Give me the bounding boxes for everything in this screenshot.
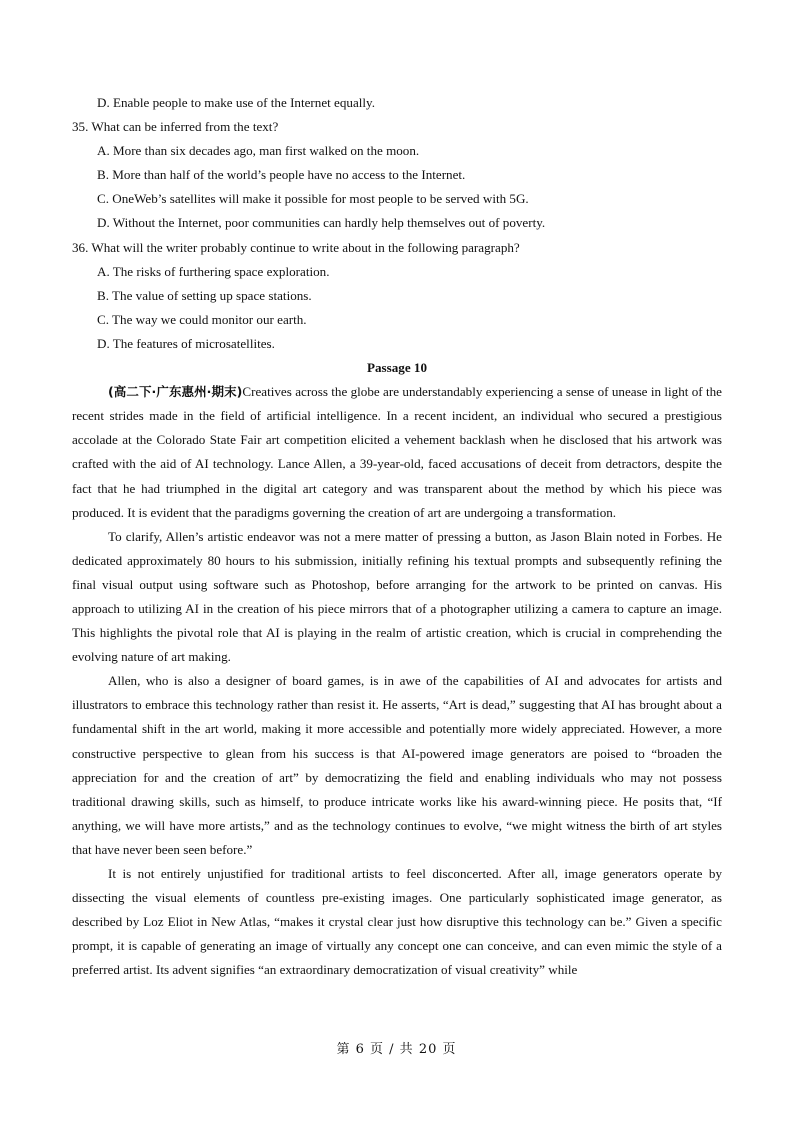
passage-paragraph-1 [72, 380, 722, 525]
document-page [72, 91, 722, 982]
question-35-stem: 35. What can be inferred from the text? [72, 119, 279, 135]
question-35-option-b: B. More than half of the world’s people have no access to the Internet. [97, 167, 466, 183]
passage-paragraph-4: It is not entirely unjustified for traditional artists to feel disconcerted. After all, image generators operate by dissecting the visual elements of countless pre-existing images. One particularly sophisticated image generator, as described by Loz Eliot in New Atlas, “makes it crystal clear just how disruptive this technology can be.” Given a specific prompt, it is capable of generating an image of virtually any concept one can conceive, and can even mimic the style of a preferred artist. Its advent signifies “an extraordinary democratization of visual creativity” while [72, 866, 722, 978]
passage-source-tag: (高二下·广东惠州·期末) [108, 384, 243, 400]
passage-title: Passage 10 [366, 360, 427, 376]
passage-paragraph-3: Allen, who is also a designer of board games, is in awe of the capabilities of AI and advocates for artists and illustrators to embrace this technology rather than resist it. He asserts, “Art is dead,” suggesting that AI has brought about a fundamental shift in the art world, making it more accessible and potentially more widely appreciated. However, a more constructive perspective to glean from his success is that AI-powered image generators are poised to “broaden the appreciation for and the creation of art” by democratizing the field and enabling individuals who may not possess traditional drawing skills, such as himself, to produce intricate works like his award-winning piece. He posits that, “If anything, we will have more artists,” and as the technology continues to evolve, “we might witness the birth of art styles that have never been seen before.” [72, 673, 722, 857]
passage-paragraph-1-text: Creatives across the globe are understandably experiencing a sense of unease in light of the recent strides made in the field of artificial intelligence. In a recent incident, an individual who secured a prestigious accolade at the Colorado State Fair art competition elicited a vehement backlash when he disclosed that his artwork was crafted with the aid of AI technology. Lance Allen, a 39-year-old, faced accusations of deceit from detractors, despite the fact that he had triumphed in the digital art category and was transparent about the method by which his piece was produced. It is evident that the paradigms governing the creation of art are undergoing a transformation. [72, 384, 722, 520]
question-35-option-c: C. OneWeb’s satellites will make it possible for most people to be served with 5G. [97, 191, 529, 207]
page-number-footer: 第 6 页 / 共 20 页 [336, 1042, 457, 1057]
question-36-option-c: C. The way we could monitor our earth. [97, 311, 307, 327]
passage-paragraph-2: To clarify, Allen’s artistic endeavor was not a mere matter of pressing a button, as Jason Blain noted in Forbes. He dedicated approximately 80 hours to his submission, initially refining his textual prompts and subsequently refining the final visual output using software such as Photoshop, before arranging for the artwork to be printed on canvas. His approach to utilizing AI in the creation of his piece mirrors that of a photographer utilizing a camera to capture an image. This highlights the pivotal role that AI is playing in the realm of artistic creation, which is crucial in comprehending the evolving nature of art making. [72, 528, 722, 665]
question-36-option-a: A. The risks of furthering space exploration. [97, 263, 330, 279]
question-36-option-b: B. The value of setting up space stations. [97, 287, 312, 303]
question-35-option-d: D. Without the Internet, poor communities can hardly help themselves out of poverty. [97, 215, 546, 231]
question-35-option-a: A. More than six decades ago, man first walked on the moon. [97, 143, 420, 159]
question-36-stem: 36. What will the writer probably continue to write about in the following paragraph? [72, 239, 520, 255]
question-36-option-d: D. The features of microsatellites. [97, 335, 275, 351]
question-34-option-d: D. Enable people to make use of the Internet equally. [97, 95, 376, 110]
